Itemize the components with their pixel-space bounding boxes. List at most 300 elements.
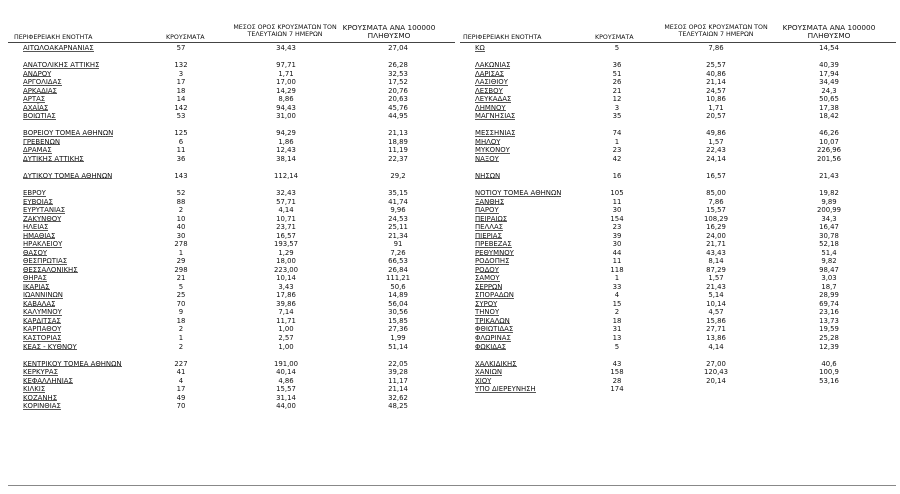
table-row [0, 240, 900, 248]
avg-cases-cell: 108,29 [703, 214, 729, 223]
cases-cell: 74 [612, 129, 622, 138]
per-100k-cell: 200,99 [816, 206, 842, 215]
right-header-region: ΠΕΡΙΦΕΡΕΙΑΚΗ ΕΝΟΤΗΤΑ [463, 34, 542, 41]
region-cell: ΝΟΤΙΟΥ ΤΟΜΕΑ ΑΘΗΝΩΝ [475, 189, 562, 197]
region-cell: ΚΕΑΣ - ΚΥΘΝΟΥ [23, 342, 77, 351]
region-cell: ΑΙΤΩΛΟΑΚΑΡΝΑΝΙΑΣ [23, 44, 94, 52]
region-cell: ΔΥΤΙΚΟΥ ΤΟΜΕΑ ΑΘΗΝΩΝ [23, 171, 113, 180]
cases-cell: 17 [176, 78, 186, 87]
per-100k-cell: 18,7 [821, 282, 837, 291]
cases-cell: 51 [612, 69, 622, 78]
avg-cases-cell: 1,71 [278, 69, 294, 78]
region-cell: ΠΑΡΟΥ [475, 206, 499, 215]
per-100k-cell: 17,52 [388, 78, 408, 87]
region-cell: ΕΒΡΟΥ [23, 189, 46, 197]
cases-cell: 298 [174, 265, 188, 274]
per-100k-cell: 201,56 [816, 154, 842, 163]
cases-cell: 53 [176, 112, 186, 121]
avg-cases-cell: 13,86 [706, 334, 726, 343]
table-row [0, 257, 900, 265]
avg-cases-cell: 1,71 [708, 103, 724, 112]
cases-cell: 36 [176, 154, 186, 163]
cases-cell: 3 [178, 69, 184, 78]
region-cell: ΑΡΤΑΣ [23, 95, 46, 104]
per-100k-cell: 24,53 [388, 214, 408, 223]
table-row [0, 300, 900, 308]
region-cell: ΘΕΣΠΡΩΤΙΑΣ [23, 257, 68, 266]
avg-cases-cell: 27,00 [706, 359, 726, 368]
per-100k-cell: 22,05 [388, 359, 408, 368]
avg-cases-cell: 21,14 [706, 78, 726, 87]
avg-cases-cell: 4,14 [278, 206, 294, 215]
cases-cell: 41 [176, 368, 186, 377]
table-row [0, 325, 900, 333]
right-header-avg-line2: ΤΕΛΕΥΤΑΙΩΝ 7 ΗΜΕΡΩΝ [678, 31, 754, 38]
avg-cases-cell: 18,00 [276, 257, 296, 266]
left-header-per-line2: ΠΛΗΘΥΣΜΟ [367, 31, 411, 40]
cases-cell: 44 [612, 248, 622, 257]
cases-cell: 39 [612, 231, 622, 240]
per-100k-cell: 100,9 [819, 368, 839, 377]
region-cell: ΝΗΣΩΝ [475, 171, 501, 180]
right-header-per-line2: ΠΛΗΘΥΣΜΟ [807, 31, 851, 40]
region-cell: ΑΧΑΪΑΣ [23, 103, 49, 112]
region-cell: ΜΗΛΟΥ [475, 137, 501, 146]
region-cell: ΙΚΑΡΙΑΣ [23, 282, 50, 291]
per-100k-cell: 9,89 [821, 197, 837, 206]
avg-cases-cell: 5,14 [708, 291, 724, 300]
table-row [0, 368, 900, 376]
region-cell: ΚΕΝΤΡΙΚΟΥ ΤΟΜΕΑ ΑΘΗΝΩΝ [23, 359, 122, 368]
table-row [0, 274, 900, 282]
per-100k-cell: 3,03 [821, 274, 837, 283]
region-cell: ΚΑΡΠΑΘΟΥ [23, 325, 62, 334]
per-100k-cell: 50,6 [390, 282, 406, 291]
cases-cell: 143 [174, 171, 188, 180]
cases-cell: 125 [174, 129, 188, 138]
per-100k-cell: 24,3 [821, 86, 837, 95]
avg-cases-cell: 1,57 [708, 274, 724, 283]
per-100k-cell: 20,76 [388, 86, 408, 95]
avg-cases-cell: 10,14 [706, 299, 726, 308]
region-cell: ΔΡΑΜΑΣ [23, 146, 52, 155]
per-100k-cell: 15,85 [388, 316, 408, 325]
region-cell: ΗΛΕΙΑΣ [23, 223, 49, 232]
per-100k-cell: 32,53 [388, 69, 408, 78]
per-100k-cell: 27,36 [388, 325, 408, 334]
region-cell: ΘΗΡΑΣ [23, 274, 47, 283]
per-100k-cell: 35,15 [388, 189, 408, 197]
per-100k-cell: 34,3 [821, 214, 837, 223]
region-cell: ΜΥΚΟΝΟΥ [475, 146, 510, 155]
per-100k-cell: 50,65 [819, 95, 839, 104]
region-cell: ΜΑΓΝΗΣΙΑΣ [475, 112, 516, 121]
per-100k-cell: 22,37 [388, 154, 408, 163]
region-cell: ΓΡΕΒΕΝΩΝ [23, 137, 61, 146]
per-100k-cell: 7,26 [390, 248, 406, 257]
cases-cell: 40 [176, 223, 186, 232]
per-100k-cell: 111,21 [385, 274, 411, 283]
per-100k-cell: 21,13 [388, 129, 408, 138]
table-row [0, 112, 900, 120]
region-cell: ΦΩΚΙΔΑΣ [475, 342, 507, 351]
avg-cases-cell: 38,14 [276, 154, 296, 163]
cases-cell: 17 [176, 385, 186, 394]
per-100k-cell: 18,89 [388, 137, 408, 146]
cases-cell: 1 [614, 274, 620, 283]
region-cell: ΡΟΔΟΠΗΣ [475, 257, 510, 266]
avg-cases-cell: 94,43 [276, 103, 296, 112]
left-header-avg-line1: ΜΕΣΟΣ ΟΡΟΣ ΚΡΟΥΣΜΑΤΩΝ ΤΟΝ [233, 24, 337, 31]
avg-cases-cell: 10,14 [276, 274, 296, 283]
cases-cell: 132 [174, 61, 188, 70]
cases-cell: 6 [178, 137, 184, 146]
per-100k-cell: 12,39 [819, 342, 839, 351]
avg-cases-cell: 20,14 [706, 376, 726, 385]
table-row [0, 343, 900, 351]
cases-cell: 4 [178, 376, 184, 385]
per-100k-cell: 13,73 [819, 316, 839, 325]
region-cell: ΒΟΡΕΙΟΥ ΤΟΜΕΑ ΑΘΗΝΩΝ [23, 129, 114, 138]
table-row [0, 87, 900, 95]
region-cell: ΡΕΘΥΜΝΟΥ [475, 248, 514, 257]
cases-cell: 21 [176, 274, 186, 283]
cases-cell: 18 [612, 316, 622, 325]
table-row [0, 360, 900, 368]
cases-cell: 42 [612, 154, 622, 163]
region-cell: ΚΟΖΑΝΗΣ [23, 393, 58, 402]
table-row [0, 249, 900, 257]
cases-cell: 118 [610, 265, 624, 274]
per-100k-cell: 11,17 [388, 376, 408, 385]
per-100k-cell: 40,39 [819, 61, 839, 70]
avg-cases-cell: 94,29 [276, 129, 296, 138]
region-cell: ΠΙΕΡΙΑΣ [475, 231, 502, 240]
per-100k-cell: 44,95 [388, 112, 408, 121]
bottom-rule [8, 485, 896, 486]
region-cell: ΣΕΡΡΩΝ [475, 282, 503, 291]
region-cell: ΧΑΛΚΙΔΙΚΗΣ [475, 359, 517, 368]
cases-cell: 30 [176, 231, 186, 240]
cases-cell: 154 [610, 214, 624, 223]
table-row [0, 215, 900, 223]
avg-cases-cell: 112,14 [273, 171, 299, 180]
avg-cases-cell: 20,57 [706, 112, 726, 121]
cases-cell: 23 [612, 146, 622, 155]
left-header-region: ΠΕΡΙΦΕΡΕΙΑΚΗ ΕΝΟΤΗΤΑ [14, 34, 93, 41]
cases-cell: 1 [614, 137, 620, 146]
avg-cases-cell: 10,71 [276, 214, 296, 223]
table-row [0, 334, 900, 342]
table-row [0, 189, 900, 197]
per-100k-cell: 21,34 [388, 231, 408, 240]
per-100k-cell: 98,47 [819, 265, 839, 274]
avg-cases-cell: 21,43 [706, 282, 726, 291]
avg-cases-cell: 39,86 [276, 299, 296, 308]
region-cell: ΣΑΜΟΥ [475, 274, 500, 283]
cases-cell: 43 [612, 359, 622, 368]
region-cell: ΤΗΝΟΥ [475, 308, 500, 317]
avg-cases-cell: 7,14 [278, 308, 294, 317]
region-cell: ΦΛΩΡΙΝΑΣ [475, 334, 511, 343]
per-100k-cell: 28,99 [819, 291, 839, 300]
avg-cases-cell: 44,00 [276, 402, 296, 411]
cases-cell: 14 [176, 95, 186, 104]
region-cell: ΥΠΟ ΔΙΕΡΕΥΝΗΣΗ [475, 385, 536, 394]
avg-cases-cell: 21,71 [706, 240, 726, 249]
table-row [0, 206, 900, 214]
cases-cell: 3 [614, 103, 620, 112]
cases-cell: 2 [178, 206, 184, 215]
per-100k-cell: 41,74 [388, 197, 408, 206]
region-cell: ΚΕΦΑΛΛΗΝΙΑΣ [23, 376, 73, 385]
region-cell: ΚΙΛΚΙΣ [23, 385, 46, 394]
avg-cases-cell: 11,71 [276, 316, 296, 325]
table-row [0, 317, 900, 325]
cases-cell: 10 [176, 214, 186, 223]
cases-cell: 33 [612, 282, 622, 291]
table-row [0, 198, 900, 206]
cases-cell: 18 [176, 316, 186, 325]
region-cell: ΜΕΣΣΗΝΙΑΣ [475, 129, 516, 138]
avg-cases-cell: 15,86 [706, 316, 726, 325]
avg-cases-cell: 1,29 [278, 248, 294, 257]
table-row [0, 44, 900, 52]
left-header-avg-line2: ΤΕΛΕΥΤΑΙΩΝ 7 ΗΜΕΡΩΝ [247, 31, 323, 38]
avg-cases-cell: 191,00 [273, 359, 299, 368]
per-100k-cell: 1,99 [390, 334, 406, 343]
avg-cases-cell: 27,71 [706, 325, 726, 334]
table-row [0, 308, 900, 316]
region-cell: ΑΡΓΟΛΙΔΑΣ [23, 78, 62, 87]
avg-cases-cell: 57,71 [276, 197, 296, 206]
cases-cell: 105 [610, 189, 624, 197]
table-row [0, 104, 900, 112]
avg-cases-cell: 7,86 [708, 197, 724, 206]
region-cell: ΑΡΚΑΔΙΑΣ [23, 86, 57, 95]
region-cell: ΠΡΕΒΕΖΑΣ [475, 240, 512, 249]
cases-cell: 31 [612, 325, 622, 334]
cases-cell: 26 [612, 78, 622, 87]
per-100k-cell: 18,42 [819, 112, 839, 121]
table-row [0, 70, 900, 78]
per-100k-cell: 66,53 [388, 257, 408, 266]
table-row [0, 291, 900, 299]
per-100k-cell: 29,2 [390, 171, 406, 180]
cases-cell: 70 [176, 402, 186, 411]
right-header-rule [460, 42, 896, 43]
avg-cases-cell: 10,86 [706, 95, 726, 104]
region-cell: ΧΙΟΥ [475, 376, 492, 385]
left-header-per-line1: ΚΡΟΥΣΜΑΤΑ ΑΝΑ 100000 [342, 23, 436, 32]
region-cell: ΘΕΣΣΑΛΟΝΙΚΗΣ [23, 265, 78, 274]
region-cell: ΚΑΡΔΙΤΣΑΣ [23, 316, 61, 325]
per-100k-cell: 26,84 [388, 265, 408, 274]
cases-cell: 16 [612, 171, 622, 180]
avg-cases-cell: 1,00 [278, 342, 294, 351]
cases-cell: 11 [612, 197, 622, 206]
region-cell: ΕΥΡΥΤΑΝΙΑΣ [23, 206, 66, 215]
per-100k-cell: 51,14 [388, 342, 408, 351]
avg-cases-cell: 17,00 [276, 78, 296, 87]
per-100k-cell: 19,59 [819, 325, 839, 334]
per-100k-cell: 69,74 [819, 299, 839, 308]
region-cell: ΝΑΞΟΥ [475, 154, 499, 163]
per-100k-cell: 45,76 [388, 103, 408, 112]
per-100k-cell: 226,96 [816, 146, 842, 155]
per-100k-cell: 40,6 [821, 359, 837, 368]
table-row [0, 146, 900, 154]
cases-cell: 29 [176, 257, 186, 266]
avg-cases-cell: 1,57 [708, 137, 724, 146]
table-row [0, 78, 900, 86]
left-header-cases: ΚΡΟΥΣΜΑΤΑ [166, 34, 205, 41]
avg-cases-cell: 97,71 [276, 61, 296, 70]
region-cell: ΠΕΛΛΑΣ [475, 223, 504, 232]
avg-cases-cell: 31,00 [276, 112, 296, 121]
cases-cell: 35 [612, 112, 622, 121]
cases-cell: 15 [612, 299, 622, 308]
table-row [0, 377, 900, 385]
avg-cases-cell: 87,29 [706, 265, 726, 274]
left-header-rule [8, 42, 455, 43]
table-row [0, 266, 900, 274]
region-cell: ΧΑΝΙΩΝ [475, 368, 503, 377]
per-100k-cell: 91 [393, 240, 403, 249]
cases-cell: 18 [176, 86, 186, 95]
region-cell: ΚΕΡΚΥΡΑΣ [23, 368, 58, 377]
avg-cases-cell: 23,71 [276, 223, 296, 232]
cases-cell: 4 [614, 291, 620, 300]
avg-cases-cell: 8,14 [708, 257, 724, 266]
table-row [0, 129, 900, 137]
per-100k-cell: 51,4 [821, 248, 837, 257]
cases-cell: 2 [178, 325, 184, 334]
per-100k-cell: 16,47 [819, 223, 839, 232]
region-cell: ΗΡΑΚΛΕΙΟΥ [23, 240, 63, 249]
avg-cases-cell: 1,86 [278, 137, 294, 146]
avg-cases-cell: 3,43 [278, 282, 294, 291]
cases-cell: 5 [178, 282, 184, 291]
table-row [0, 402, 900, 410]
avg-cases-cell: 24,00 [706, 231, 726, 240]
avg-cases-cell: 2,57 [278, 334, 294, 343]
per-100k-cell: 9,96 [390, 206, 406, 215]
region-cell: ΗΜΑΘΙΑΣ [23, 231, 56, 240]
avg-cases-cell: 40,86 [706, 69, 726, 78]
avg-cases-cell: 223,00 [273, 265, 299, 274]
avg-cases-cell: 31,14 [276, 393, 296, 402]
avg-cases-cell: 34,43 [276, 44, 296, 52]
table-row [0, 95, 900, 103]
region-cell: ΣΥΡΟΥ [475, 299, 498, 308]
region-cell: ΞΑΝΘΗΣ [475, 197, 505, 206]
right-header-avg-line1: ΜΕΣΟΣ ΟΡΟΣ ΚΡΟΥΣΜΑΤΩΝ ΤΟΝ [664, 24, 768, 31]
avg-cases-cell: 43,43 [706, 248, 726, 257]
per-100k-cell: 39,28 [388, 368, 408, 377]
region-cell: ΤΡΙΚΑΛΩΝ [475, 316, 510, 325]
cases-cell: 30 [612, 240, 622, 249]
table-row [0, 283, 900, 291]
avg-cases-cell: 17,86 [276, 291, 296, 300]
per-100k-cell: 14,89 [388, 291, 408, 300]
per-100k-cell: 30,56 [388, 308, 408, 317]
per-100k-cell: 56,04 [388, 299, 408, 308]
per-100k-cell: 14,54 [819, 44, 839, 52]
cases-cell: 70 [176, 299, 186, 308]
region-cell: ΛΗΜΝΟΥ [475, 103, 506, 112]
region-cell: ΣΠΟΡΑΔΩΝ [475, 291, 514, 300]
per-100k-cell: 21,43 [819, 171, 839, 180]
per-100k-cell: 17,94 [819, 69, 839, 78]
cases-cell: 1 [178, 248, 184, 257]
avg-cases-cell: 8,86 [278, 95, 294, 104]
avg-cases-cell: 15,57 [276, 385, 296, 394]
region-cell: ΦΘΙΩΤΙΔΑΣ [475, 325, 514, 334]
per-100k-cell: 46,26 [819, 129, 839, 138]
avg-cases-cell: 24,14 [706, 154, 726, 163]
per-100k-cell: 21,14 [388, 385, 408, 394]
region-cell: ΚΩ [475, 44, 485, 52]
region-cell: ΠΕΙΡΑΙΩΣ [475, 214, 508, 223]
avg-cases-cell: 4,14 [708, 342, 724, 351]
table-row [0, 394, 900, 402]
region-cell: ΒΟΙΩΤΙΑΣ [23, 112, 56, 121]
cases-cell: 52 [176, 189, 186, 197]
region-cell: ΚΑΣΤΟΡΙΑΣ [23, 334, 62, 343]
cases-cell: 5 [614, 44, 620, 52]
cases-cell: 11 [612, 257, 622, 266]
avg-cases-cell: 15,57 [706, 206, 726, 215]
avg-cases-cell: 25,57 [706, 61, 726, 70]
avg-cases-cell: 193,57 [273, 240, 299, 249]
right-header-cases: ΚΡΟΥΣΜΑΤΑ [595, 34, 634, 41]
table-row [0, 155, 900, 163]
cases-cell: 1 [178, 334, 184, 343]
cases-cell: 30 [612, 206, 622, 215]
per-100k-cell: 11,19 [388, 146, 408, 155]
per-100k-cell: 53,16 [819, 376, 839, 385]
avg-cases-cell: 32,43 [276, 189, 296, 197]
cases-cell: 5 [614, 342, 620, 351]
per-100k-cell: 48,25 [388, 402, 408, 411]
per-100k-cell: 23,16 [819, 308, 839, 317]
table-row [0, 232, 900, 240]
per-100k-cell: 32,62 [388, 393, 408, 402]
region-cell: ΕΥΒΟΙΑΣ [23, 197, 53, 206]
region-cell: ΖΑΚΥΝΘΟΥ [23, 214, 62, 223]
avg-cases-cell: 14,29 [276, 86, 296, 95]
per-100k-cell: 10,07 [819, 137, 839, 146]
right-header-per-line1: ΚΡΟΥΣΜΑΤΑ ΑΝΑ 100000 [782, 23, 876, 32]
avg-cases-cell: 4,57 [708, 308, 724, 317]
region-cell: ΑΝΑΤΟΛΙΚΗΣ ΑΤΤΙΚΗΣ [23, 61, 100, 70]
cases-cell: 57 [176, 44, 186, 52]
region-cell: ΛΑΚΩΝΙΑΣ [475, 61, 511, 70]
avg-cases-cell: 49,86 [706, 129, 726, 138]
cases-cell: 2 [178, 342, 184, 351]
cases-cell: 227 [174, 359, 188, 368]
table-row [0, 172, 900, 180]
region-cell: ΙΩΑΝΝΙΝΩΝ [23, 291, 63, 300]
cases-cell: 12 [612, 95, 622, 104]
cases-cell: 9 [178, 308, 184, 317]
per-100k-cell: 52,18 [819, 240, 839, 249]
per-100k-cell: 34,49 [819, 78, 839, 87]
cases-cell: 23 [612, 223, 622, 232]
per-100k-cell: 25,11 [388, 223, 408, 232]
avg-cases-cell: 16,29 [706, 223, 726, 232]
